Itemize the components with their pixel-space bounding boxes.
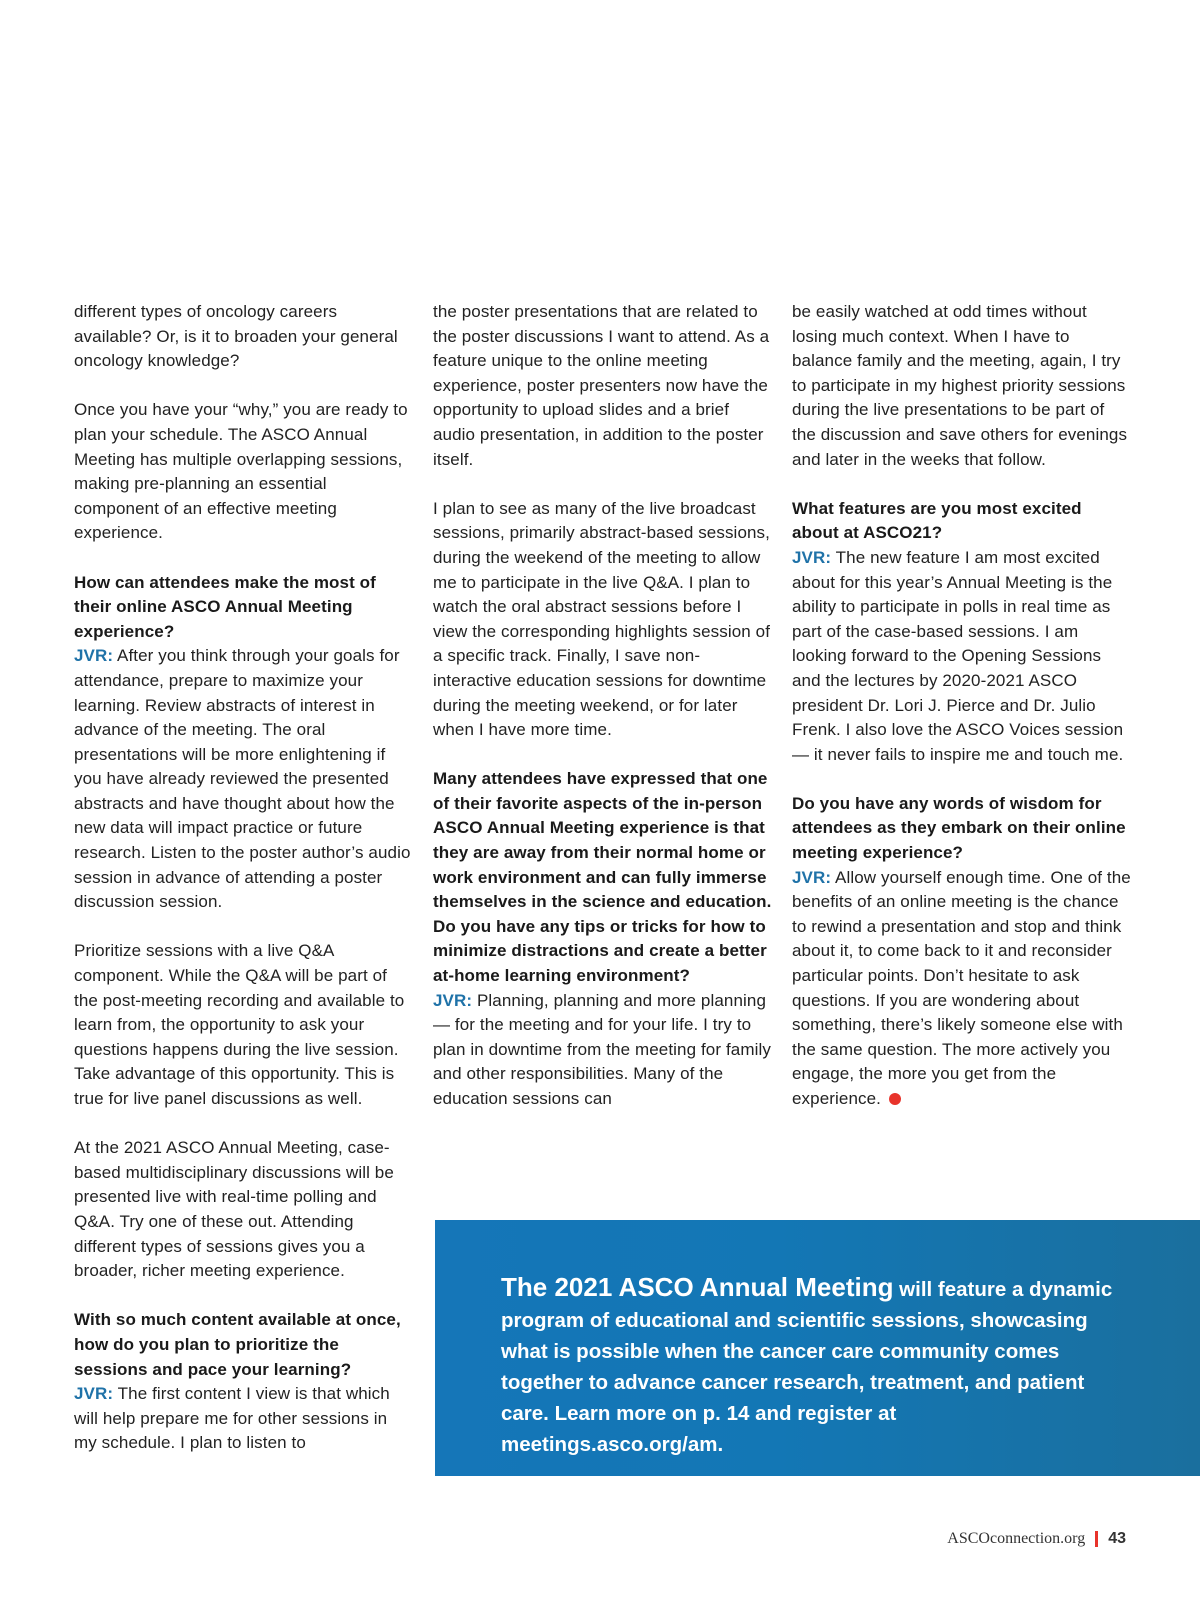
paragraph: be easily watched at odd times without losing much context. When I have to balance family and the meeting, again, I try to participate in my highest priority sessions during the live presentations to be part of the discussion and save others for evenings and later in the weeks that follow.	[792, 302, 1128, 469]
question: Many attendees have expressed that one of their favorite aspects of the in-person ASCO Annual Meeting experience is that they are away from their normal home or work environment and can fully immerse themselves in the science and education. Do you have any tips or tricks for how to minimize distractions and create a better at-home learning environment?	[433, 769, 772, 986]
paragraph: I plan to see as many of the live broadcast sessions, primarily abstract-based sessions, during the weekend of the meeting to allow me to participate in the live Q&A. I plan to watch the oral abstract sessions before I view the corresponding highlights session of a specific track. Finally, I save non-interactive education sessions for downtime during the meeting weekend, or for later when I have more time.	[433, 498, 771, 740]
question: What features are you most excited about at ASCO21?	[792, 498, 1082, 543]
answer-text: After you think through your goals for attendance, prepare to maximize your learning. Review abstracts of interest in advance of the meeting. The oral presentations will be more enlightening if you have already reviewed the presented abstracts and have thought about how the new data will impact practice or future research. Listen to the poster author’s audio session in advance of attending a poster discussion session.	[74, 646, 411, 912]
qa-block	[74, 571, 414, 915]
qa-block	[74, 1308, 414, 1456]
answer-text: The new feature I am most excited about for this year’s Annual Meeting is the ability to participate in polls in real time as part of the case-based sessions. I am looking forward to the Opening Sessions and the lectures by 2020-2021 ASCO president Dr. Lori J. Pierce and Dr. Julio Frenk. I also love the ASCO Voices session — it never fails to inspire me and touch me.	[792, 547, 1124, 764]
qa-block	[433, 767, 773, 1111]
paragraph: different types of oncology careers available? Or, is it to broaden your general oncology knowledge?	[74, 302, 398, 371]
promo-callout	[435, 1220, 1200, 1476]
speaker-label: JVR:	[792, 867, 832, 887]
callout-text	[501, 1272, 1121, 1460]
footer-site: ASCOconnection.org	[947, 1530, 1086, 1547]
answer-text: Allow yourself enough time. One of the benefits of an online meeting is the chance to rewind a presentation and stop and think about it, to come back to it and reconsider particular points. Don’t hesitate to ask questions. If you are wondering about something, there’s likely someone else with the same question. The more actively you engage, the more you get from the experience.	[792, 867, 1131, 1108]
question: How can attendees make the most of their online ASCO Annual Meeting experience?	[74, 572, 376, 641]
end-mark-icon	[889, 1093, 901, 1105]
question: Do you have any words of wisdom for attendees as they embark on their online meeting experience?	[792, 793, 1126, 863]
paragraph: At the 2021 ASCO Annual Meeting, case-based multidisciplinary discussions will be presented live with real-time polling and Q&A. Try one of these out. Attending different types of sessions gives you a broader, richer meeting experience.	[74, 1138, 394, 1281]
answer	[792, 866, 1132, 1112]
question: With so much content available at once, how do you plan to prioritize the sessions and pace your learning?	[74, 1310, 401, 1379]
answer	[74, 1382, 414, 1456]
page-footer	[947, 1530, 1126, 1548]
answer	[433, 989, 773, 1112]
footer-separator	[1095, 1531, 1098, 1547]
answer	[74, 644, 414, 915]
qa-block	[792, 497, 1132, 768]
speaker-label: JVR:	[792, 547, 832, 567]
callout-body: will feature a dynamic program of educational and scientific sessions, showcasing what is possible when the cancer care community comes together to advance cancer research, treatment, and patient care. Learn more on p. 14 and register at meetings.asco.org/am.	[501, 1278, 1113, 1456]
paragraph: Once you have your “why,” you are ready to plan your schedule. The ASCO Annual Meeting has multiple overlapping sessions, making pre-planning an essential component of an effective meeting experience.	[74, 400, 408, 543]
paragraph: Prioritize sessions with a live Q&A component. While the Q&A will be part of the post-meeting recording and available to learn from, the opportunity to ask your questions happens during the live session. Take advantage of this opportunity. This is true for live panel discussions as well.	[74, 941, 405, 1108]
speaker-label: JVR:	[74, 646, 114, 666]
speaker-label: JVR:	[74, 1384, 114, 1404]
speaker-label: JVR:	[433, 990, 473, 1010]
qa-block	[792, 792, 1132, 1112]
page-number: 43	[1108, 1530, 1126, 1547]
callout-lead: The 2021 ASCO Annual Meeting	[501, 1272, 894, 1302]
column-1	[74, 300, 414, 1481]
answer-text: Planning, planning and more planning — for the meeting and for your life. I try to plan in downtime from the meeting for family and other responsibilities. Many of the education sessions can	[433, 990, 771, 1108]
answer-text: The first content I view is that which will help prepare me for other sessions in my schedule. I plan to listen to	[74, 1384, 390, 1453]
column-2	[433, 300, 773, 1136]
answer	[792, 546, 1132, 767]
column-3	[792, 300, 1132, 1136]
paragraph: the poster presentations that are related to the poster discussions I want to attend. As a feature unique to the online meeting experience, poster presenters now have the opportunity to upload slides and a brief audio presentation, in addition to the poster itself.	[433, 302, 770, 469]
